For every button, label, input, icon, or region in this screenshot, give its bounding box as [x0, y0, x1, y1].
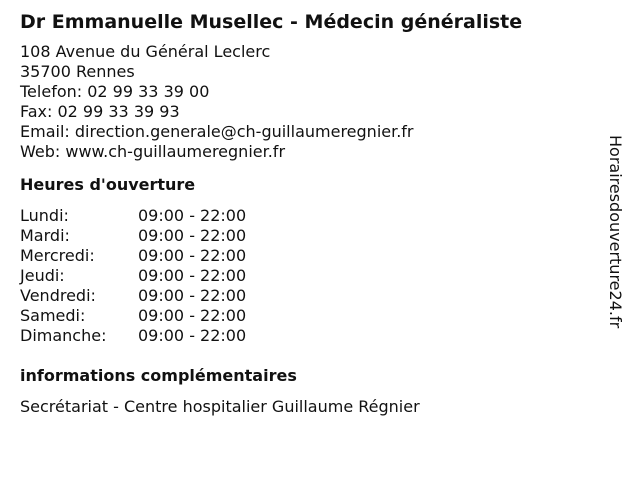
- day-label: Mercredi:: [20, 246, 95, 265]
- hours-row-thursday: [20, 266, 600, 286]
- website-address: Web: www.ch-guillaumeregnier.fr: [20, 142, 286, 161]
- day-label: Dimanche:: [20, 326, 107, 345]
- hours-row-saturday: [20, 306, 600, 326]
- day-label: Samedi:: [20, 306, 86, 325]
- hours-table: [20, 206, 600, 346]
- day-label: Vendredi:: [20, 286, 96, 305]
- time-range: 09:00 - 22:00: [138, 246, 247, 265]
- time-range: 09:00 - 22:00: [138, 266, 247, 285]
- site-watermark-label: Horairesdouverture24.fr: [606, 135, 625, 329]
- time-range: 09:00 - 22:00: [138, 306, 247, 325]
- phone-number: Telefon: 02 99 33 39 00: [20, 82, 210, 101]
- time-range: 09:00 - 22:00: [138, 226, 247, 245]
- hours-row-tuesday: [20, 226, 600, 246]
- hours-row-sunday: [20, 326, 600, 346]
- hours-row-friday: [20, 286, 600, 306]
- time-range: 09:00 - 22:00: [138, 206, 247, 225]
- time-range: 09:00 - 22:00: [138, 286, 247, 305]
- time-range: 09:00 - 22:00: [138, 326, 247, 345]
- info-heading: informations complémentaires: [20, 366, 297, 385]
- fax-number: Fax: 02 99 33 39 93: [20, 102, 180, 121]
- day-label: Mardi:: [20, 226, 70, 245]
- day-label: Jeudi:: [20, 266, 65, 285]
- info-text: Secrétariat - Centre hospitalier Guillaume Régnier: [20, 397, 420, 416]
- hours-row-wednesday: [20, 246, 600, 266]
- address-city: 35700 Rennes: [20, 62, 135, 81]
- hours-heading: Heures d'ouverture: [20, 175, 196, 194]
- contact-block: [20, 42, 600, 162]
- page-title: Dr Emmanuelle Musellec - Médecin généraliste: [20, 11, 523, 33]
- hours-row-monday: [20, 206, 600, 226]
- day-label: Lundi:: [20, 206, 69, 225]
- email-address: Email: direction.generale@ch-guillaumeregnier.fr: [20, 122, 414, 141]
- listing-card: [20, 10, 600, 417]
- address-street: 108 Avenue du Général Leclerc: [20, 42, 271, 61]
